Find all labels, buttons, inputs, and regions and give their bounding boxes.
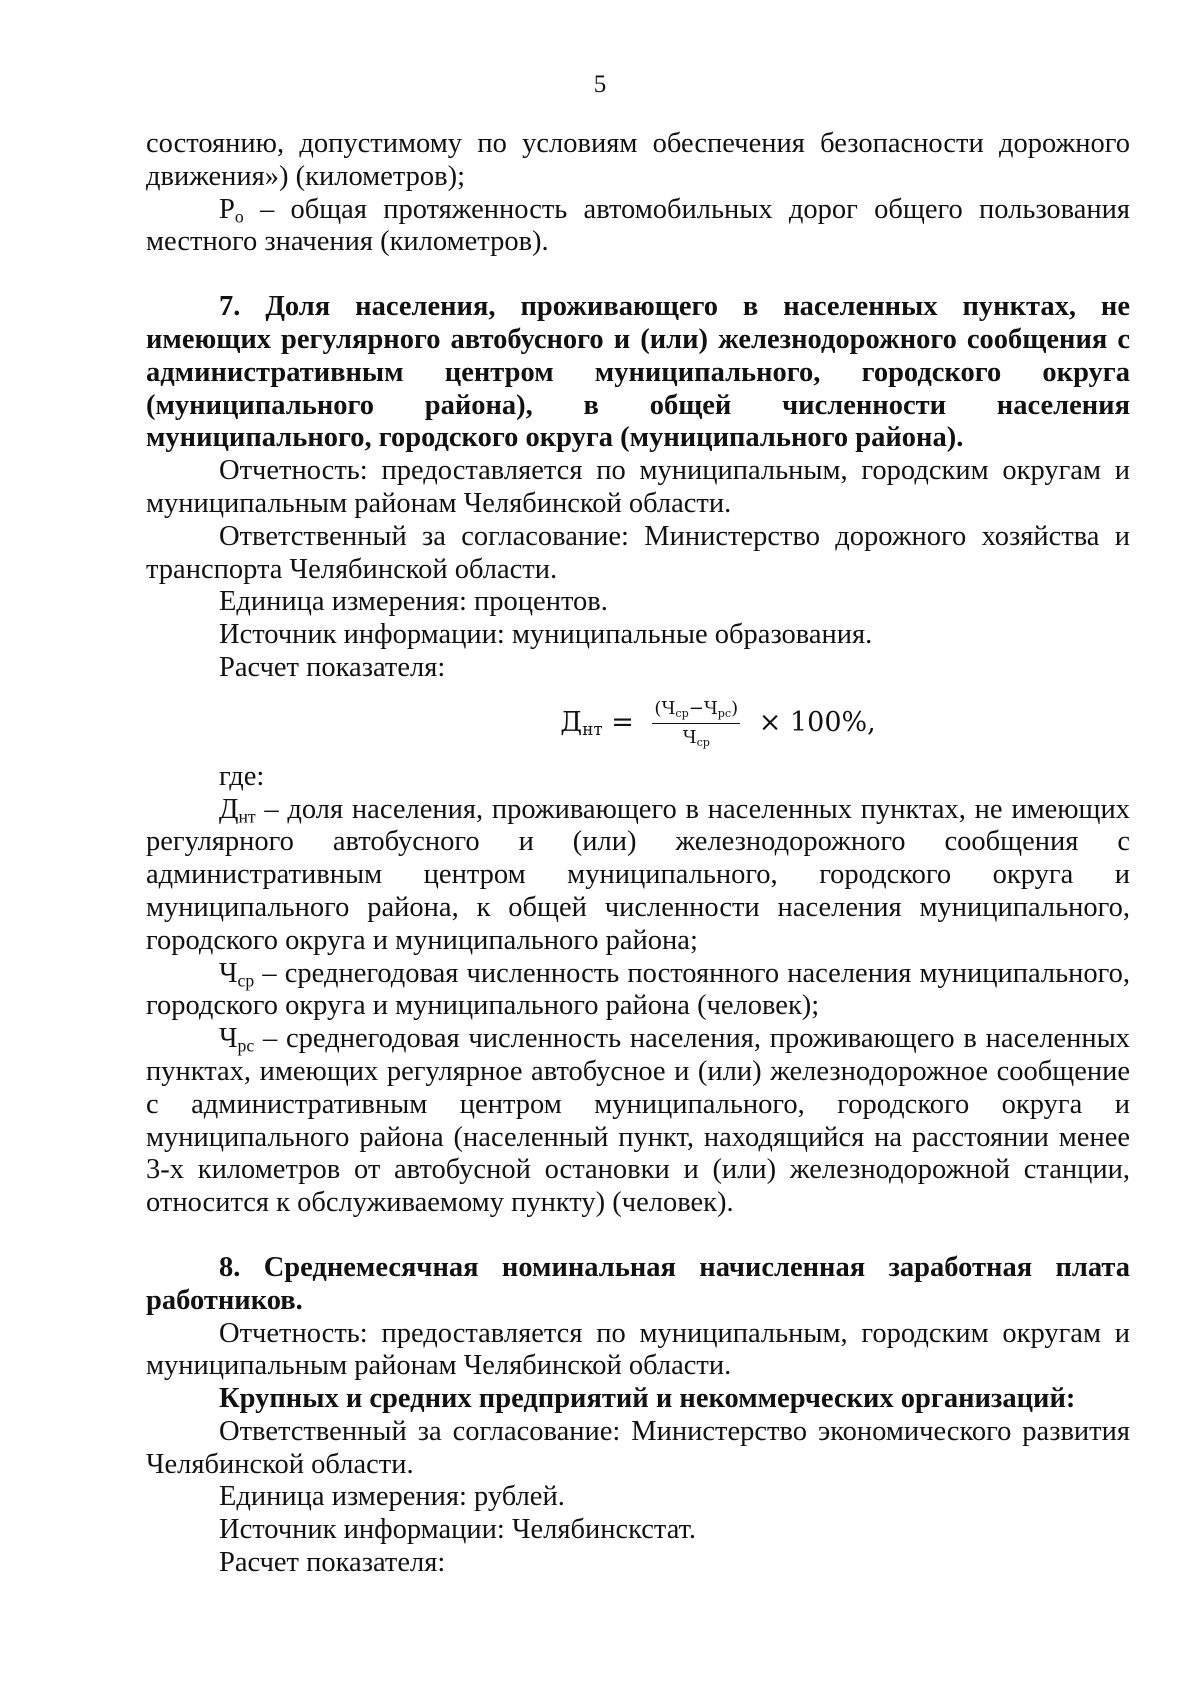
section-7-unit: Единица измерения: процентов. [219, 586, 608, 618]
symbol-ro-sub: о [234, 206, 244, 226]
formula-tail: × 100%, [750, 707, 876, 739]
section-8-reporting: Отчетность: предоставляется по муниципальным, городским округам и муниципальным районам Челябинской области. [146, 1317, 1130, 1382]
section-7-source: Источник информации: муниципальные образования. [219, 619, 873, 651]
section-8-calc-label: Расчет показателя: [219, 1547, 446, 1579]
formula-numerator: $(Ч_{ср}-Ч_{рс})$ [652, 698, 740, 724]
section-7-heading: 7. Доля населения, проживающего в населенных пунктах, не имеющих регулярного автобусного и (или) железнодорожного сообщения с административным центром муниципального, городского округа (муниципального района), в общей численности населения муниципального, городского округа (муниципального района). [146, 291, 1130, 454]
section-7-reporting: Отчетность: предоставляется по муниципальным, городским округам и муниципальным районам Челябинской области. [146, 455, 1130, 519]
definition-chrs: $Ч_{рс}$ – среднегодовая численность населения, проживающего в населенных пунктах, имеющих регулярное автобусное и (или) железнодорожное сообщение с административным центром муниципального, городского округа и муниципального района (населенный пункт, находящийся на расстоянии менее 3-х километров от автобусной остановки и (или) железнодорожной станции, относится к обслуживаемому пункту) (человек). [146, 1023, 1130, 1219]
section-8-subheading: Крупных и средних предприятий и некоммерческих организаций: [219, 1383, 1076, 1415]
section-7-responsible: Ответственный за согласование: Министерство дорожного хозяйства и транспорта Челябинской области. [146, 520, 1130, 585]
page-number: 5 [593, 71, 607, 98]
section-8-heading: 8. Среднемесячная номинальная начисленная заработная плата работников. [146, 1251, 1130, 1316]
definition-ro [146, 194, 1130, 260]
section-8-unit: Единица измерения: рублей. [219, 1481, 565, 1513]
formula-lhs: $Д_{нт}$ [560, 707, 603, 740]
document-body [146, 128, 1130, 1580]
formula-dnt [306, 687, 1130, 761]
where-label: где: [219, 760, 265, 792]
paragraph-intro: состоянию, допустимому по условиям обеспечения безопасности дорожного движения») (километров); [146, 128, 1130, 192]
formula-denominator: $Ч_{ср}$ [682, 727, 710, 750]
section-7-calc-label: Расчет показателя: [219, 651, 446, 683]
symbol-ro: Р [219, 193, 235, 225]
definition-chsr: $Ч_{ср}$ – среднегодовая численность постоянного населения муниципального, городского округа и муниципального района (человек); [146, 957, 1130, 1022]
formula-fraction [652, 698, 740, 749]
definition-ro-text: – общая протяженность автомобильных дорог общего пользования местного значения (километров). [146, 193, 1130, 258]
formula-equals: = [602, 707, 643, 739]
definition-dnt: $Д_{нт}$ – доля населения, проживающего в населенных пунктах, не имеющих регулярного автобусного и (или) железнодорожного сообщения с административным центром муниципального, городского округа и муниципального района, к общей численности населения муниципального, городского округа и муниципального района; [146, 793, 1130, 956]
section-8-source: Источник информации: Челябинскстат. [219, 1514, 697, 1546]
section-8-responsible: Ответственный за согласование: Министерство экономического развития Челябинской области. [146, 1415, 1130, 1480]
